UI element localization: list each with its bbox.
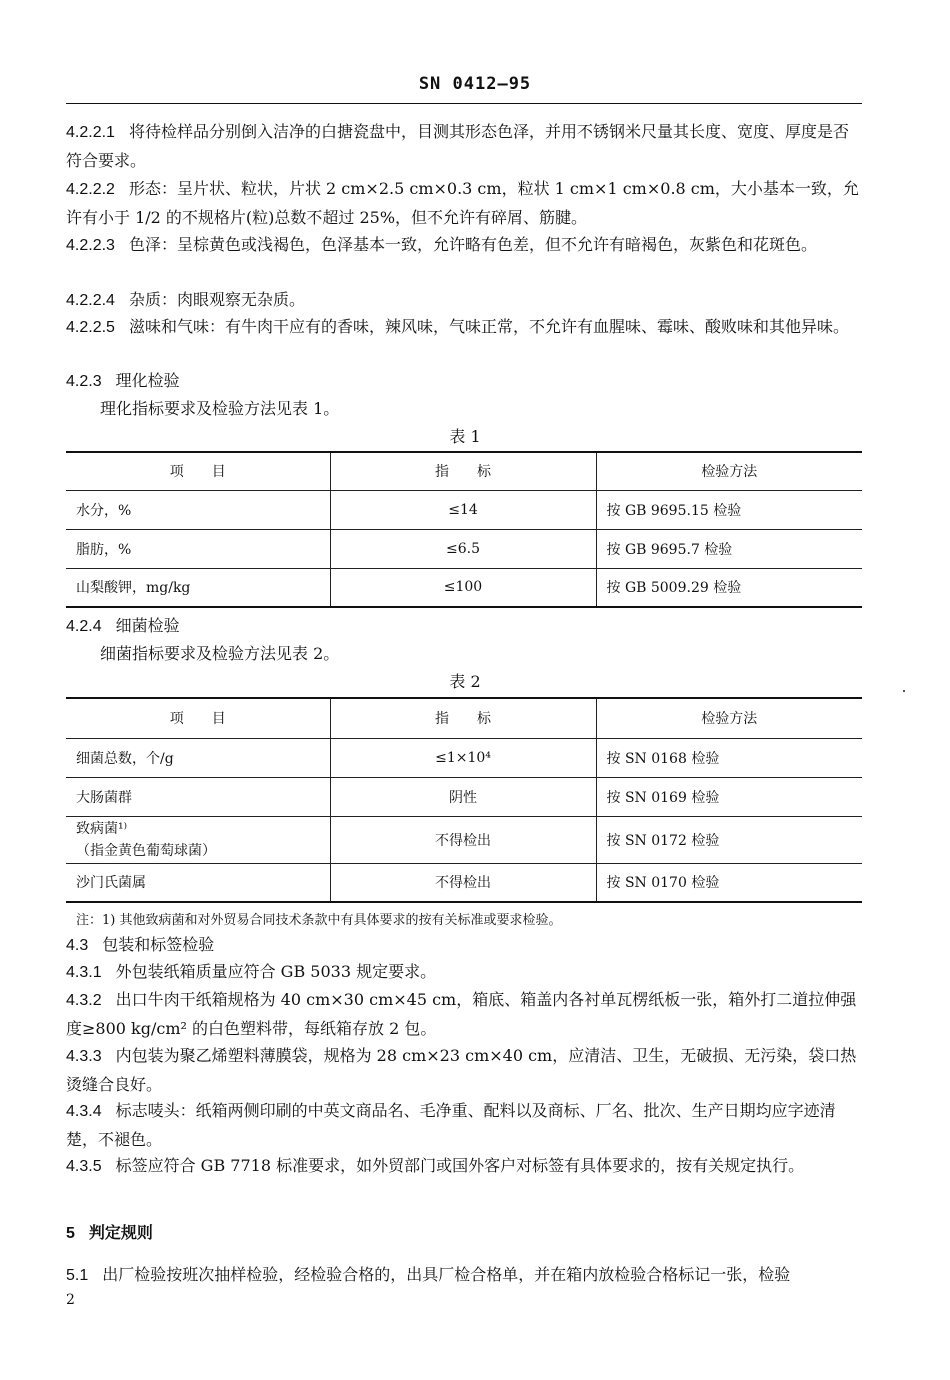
clause-text: 细菌检验 <box>115 616 180 635</box>
table-header-row <box>66 698 862 738</box>
cell-method: 按 GB 9695.7 检验 <box>596 529 862 568</box>
clause-number: 4.3.5 <box>66 1158 102 1175</box>
clause-number: 4.2.2.3 <box>66 237 115 254</box>
table1-intro: 理化指标要求及检验方法见表 1。 <box>100 399 340 418</box>
section-5-heading <box>66 1220 862 1248</box>
section-number: 5 <box>66 1225 75 1242</box>
cell-indicator: ≤100 <box>330 568 596 607</box>
clause-4-2-4 <box>66 612 862 641</box>
clause-text: 理化检验 <box>115 371 180 390</box>
clause-5-1 <box>66 1261 862 1290</box>
table1-caption: 表 1 <box>449 427 481 446</box>
table-row <box>66 529 862 568</box>
cell-item <box>66 816 330 863</box>
scan-speck <box>903 690 905 692</box>
header-rule <box>66 103 862 104</box>
clause-number: 4.2.2.4 <box>66 292 115 309</box>
clause-number: 5.1 <box>66 1267 89 1284</box>
clause-text: 出厂检验按班次抽样检验，经检验合格的，出具厂检合格单，并在箱内放检验合格标记一张，检验 <box>102 1265 791 1284</box>
clause-text: 标签应符合 GB 7718 标准要求，如外贸部门或国外客户对标签有具体要求的，按有关规定执行。 <box>115 1156 805 1175</box>
clause-4-2-2-5 <box>66 313 862 342</box>
clause-4-3-5 <box>66 1152 862 1181</box>
clause-text: 形态：呈片状、粒状，片状 2 cm×2.5 cm×0.3 cm，粒状 1 cm×1 cm×0.8 cm，大小基本一致，允许有小于 1/2 的不规格片(粒)总数不超过 25%，但不允许有碎屑、筋腱。 <box>66 179 859 227</box>
clause-number: 4.3.4 <box>66 1103 102 1120</box>
cell-item: 水分，% <box>66 490 330 529</box>
cell-item: 沙门氏菌属 <box>66 863 330 902</box>
header-indicator: 指 标 <box>330 698 596 738</box>
clause-number: 4.3.2 <box>66 992 102 1009</box>
clause-text: 出口牛肉干纸箱规格为 40 cm×30 cm×45 cm，箱底、箱盖内各衬单瓦楞纸板一张，箱外打二道拉伸强度≥800 kg/cm² 的白色塑料带，每纸箱存放 2 包。 <box>66 990 857 1038</box>
clause-4-3 <box>66 931 862 960</box>
clause-text: 杂质：肉眼观察无杂质。 <box>128 290 305 309</box>
clause-text: 外包装纸箱质量应符合 GB 5033 规定要求。 <box>115 962 437 981</box>
table2-intro: 细菌指标要求及检验方法见表 2。 <box>100 644 340 663</box>
cell-method: 按 SN 0172 检验 <box>596 816 862 863</box>
clause-number: 4.2.3 <box>66 373 102 390</box>
table2-caption: 表 2 <box>449 672 481 691</box>
clause-number: 4.3 <box>66 937 89 954</box>
clause-4-3-3 <box>66 1042 862 1099</box>
table-row <box>66 738 862 777</box>
cell-indicator: 不得检出 <box>330 863 596 902</box>
clause-number: 4.2.2.2 <box>66 181 115 198</box>
cell-item: 细菌总数，个/g <box>66 738 330 777</box>
clause-text: 标志唛头：纸箱两侧印刷的中英文商品名、毛净重、配料以及商标、厂名、批次、生产日期均应字迹清楚，不褪色。 <box>66 1101 836 1149</box>
clause-4-3-4 <box>66 1097 862 1154</box>
clause-text: 将待检样品分别倒入洁净的白搪瓷盘中，目测其形态色泽，并用不锈钢米尺量其长度、宽度、厚度是否符合要求。 <box>66 122 849 170</box>
page-number: 2 <box>66 1292 75 1308</box>
clause-4-2-2-1 <box>66 118 862 175</box>
cell-method: 按 GB 9695.15 检验 <box>596 490 862 529</box>
section-title: 判定规则 <box>88 1225 153 1242</box>
clause-number: 4.3.3 <box>66 1048 102 1065</box>
clause-4-2-2-4 <box>66 286 862 315</box>
clause-text: 包装和标签检验 <box>102 935 215 954</box>
clause-4-2-2-2 <box>66 175 862 232</box>
clause-text: 内包装为聚乙烯塑料薄膜袋，规格为 28 cm×23 cm×40 cm，应清洁、卫生，无破损、无污染，袋口热烫缝合良好。 <box>66 1046 857 1094</box>
header-method: 检验方法 <box>596 698 862 738</box>
table-2 <box>66 697 862 903</box>
cell-method: 按 GB 5009.29 检验 <box>596 568 862 607</box>
cell-item-subline: （指金黄色葡萄球菌） <box>76 842 216 859</box>
table-row <box>66 777 862 816</box>
cell-indicator: ≤6.5 <box>330 529 596 568</box>
table-row <box>66 816 862 863</box>
cell-item: 山梨酸钾，mg/kg <box>66 568 330 607</box>
clause-text: 滋味和气味：有牛肉干应有的香味，辣风味，气味正常，不允许有血腥味、霉味、酸败味和其他异味。 <box>128 317 849 336</box>
table-header-row <box>66 452 862 490</box>
clause-4-3-2 <box>66 986 862 1043</box>
cell-method: 按 SN 0170 检验 <box>596 863 862 902</box>
header-item: 项 目 <box>66 698 330 738</box>
clause-number: 4.2.4 <box>66 618 102 635</box>
cell-method: 按 SN 0168 检验 <box>596 738 862 777</box>
header-item: 项 目 <box>66 452 330 490</box>
table-row <box>66 863 862 902</box>
cell-indicator: 不得检出 <box>330 816 596 863</box>
clause-text: 色泽：呈棕黄色或浅褐色，色泽基本一致，允许略有色差，但不允许有暗褐色，灰紫色和花斑色。 <box>128 235 817 254</box>
cell-indicator: ≤1×10⁴ <box>330 738 596 777</box>
clause-4-3-1 <box>66 958 862 987</box>
clause-number: 4.2.2.1 <box>66 124 115 141</box>
table-1 <box>66 451 862 608</box>
table-row <box>66 568 862 607</box>
table-row <box>66 490 862 529</box>
cell-indicator: 阴性 <box>330 777 596 816</box>
clause-4-2-3 <box>66 367 862 396</box>
table2-note: 注：1) 其他致病菌和对外贸易合同技术条款中有具体要求的按有关标准或要求检验。 <box>76 913 562 928</box>
header-method: 检验方法 <box>596 452 862 490</box>
cell-method: 按 SN 0169 检验 <box>596 777 862 816</box>
cell-item: 脂肪，% <box>66 529 330 568</box>
standard-number-header: SN 0412—95 <box>418 74 532 94</box>
clause-number: 4.2.2.5 <box>66 319 115 336</box>
clause-4-2-2-3 <box>66 231 862 260</box>
cell-item-line: 致病菌¹⁾ <box>76 820 128 837</box>
cell-item: 大肠菌群 <box>66 777 330 816</box>
cell-indicator: ≤14 <box>330 490 596 529</box>
header-indicator: 指 标 <box>330 452 596 490</box>
clause-number: 4.3.1 <box>66 964 102 981</box>
